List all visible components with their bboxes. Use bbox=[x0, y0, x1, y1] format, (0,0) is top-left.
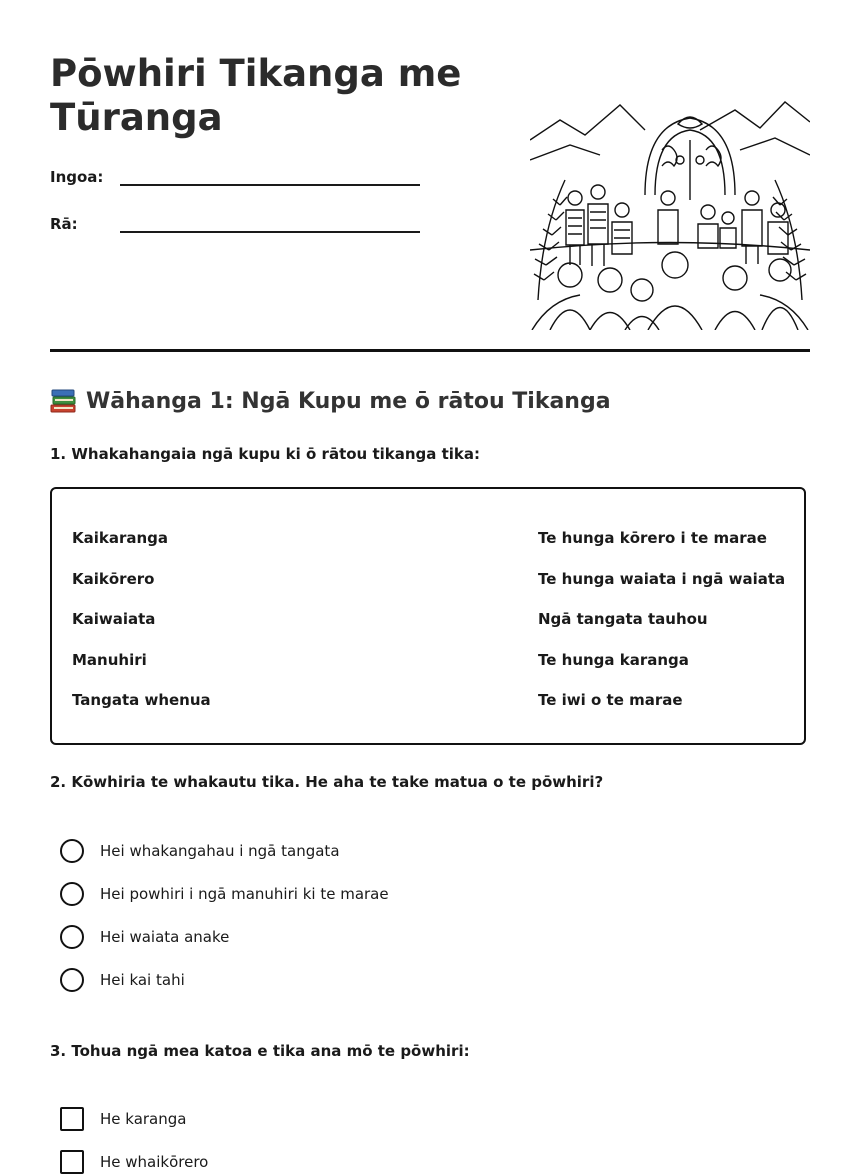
term-item[interactable]: Tangata whenua bbox=[72, 691, 211, 709]
checkbox[interactable] bbox=[60, 1150, 84, 1174]
radio-button[interactable] bbox=[60, 925, 84, 949]
definition-item[interactable]: Te iwi o te marae bbox=[538, 691, 683, 709]
section-1-title bbox=[50, 388, 611, 414]
radio-button[interactable] bbox=[60, 839, 84, 863]
terms-column bbox=[72, 527, 211, 730]
name-line[interactable] bbox=[120, 166, 420, 186]
powhiri-marae-illustration bbox=[530, 100, 810, 330]
checkbox[interactable] bbox=[60, 1107, 84, 1131]
date-label: Rā: bbox=[50, 215, 78, 233]
checkbox-option[interactable] bbox=[60, 1150, 208, 1174]
question-2-prompt: 2. Kōwhiria te whakautu tika. He aha te take matua o te pōwhiri? bbox=[50, 773, 604, 791]
checkbox-option-label: He whaikōrero bbox=[100, 1153, 209, 1171]
section-1-title-text: Wāhanga 1: Ngā Kupu me ō rātou Tikanga bbox=[86, 388, 611, 414]
radio-option-label: Hei whakangahau i ngā tangata bbox=[100, 842, 340, 860]
radio-option-label: Hei kai tahi bbox=[100, 971, 185, 989]
radio-button[interactable] bbox=[60, 882, 84, 906]
radio-option-label: Hei powhiri i ngā manuhiri ki te marae bbox=[100, 885, 389, 903]
date-line[interactable] bbox=[120, 213, 420, 233]
name-label: Ingoa: bbox=[50, 168, 104, 186]
definition-item[interactable]: Te hunga karanga bbox=[538, 650, 689, 669]
radio-option[interactable] bbox=[60, 968, 185, 992]
matching-box bbox=[50, 487, 806, 745]
radio-option[interactable] bbox=[60, 882, 389, 906]
definition-item[interactable]: Ngā tangata tauhou bbox=[538, 610, 708, 628]
checkbox-option[interactable] bbox=[60, 1107, 186, 1131]
title-line-1: Pōwhiri Tikanga me bbox=[50, 52, 462, 95]
question-3-prompt: 3. Tohua ngā mea katoa e tika ana mō te pōwhiri: bbox=[50, 1042, 470, 1060]
worksheet-title bbox=[50, 52, 490, 140]
term-item[interactable]: Kaiwaiata bbox=[72, 610, 156, 628]
term-item[interactable]: Manuhiri bbox=[72, 650, 147, 669]
radio-option-label: Hei waiata anake bbox=[100, 928, 230, 946]
radio-option[interactable] bbox=[60, 839, 340, 863]
radio-option[interactable] bbox=[60, 925, 229, 949]
definitions-column bbox=[538, 527, 785, 730]
definition-item[interactable]: Te hunga kōrero i te marae bbox=[538, 529, 767, 547]
name-field bbox=[50, 166, 420, 186]
term-item[interactable]: Kaikaranga bbox=[72, 529, 169, 547]
header-divider bbox=[50, 349, 810, 352]
term-item[interactable]: Kaikōrero bbox=[72, 569, 155, 588]
books-icon bbox=[50, 388, 78, 414]
checkbox-option-label: He karanga bbox=[100, 1110, 187, 1128]
question-1-prompt: 1. Whakahangaia ngā kupu ki ō rātou tikanga tika: bbox=[50, 445, 481, 463]
definition-item[interactable]: Te hunga waiata i ngā waiata bbox=[538, 569, 786, 588]
radio-button[interactable] bbox=[60, 968, 84, 992]
date-field bbox=[50, 213, 420, 233]
title-line-2: Tūranga bbox=[50, 96, 223, 139]
